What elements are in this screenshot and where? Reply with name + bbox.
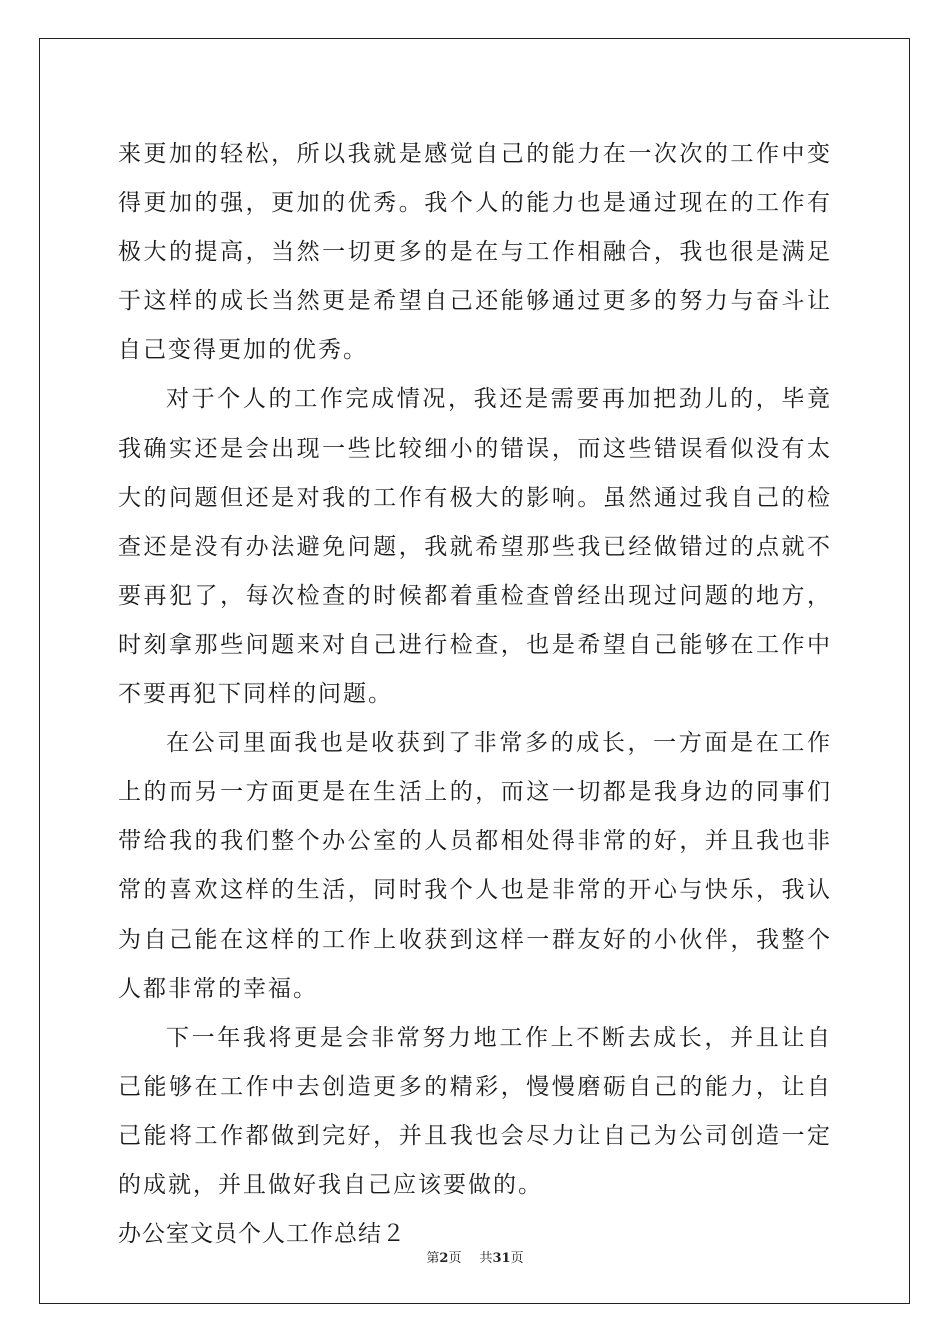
page-total: 31 [492,1251,511,1266]
total-suffix: 页 [510,1251,524,1266]
document-body [118,130,832,1259]
section-heading: 办公室文员个人工作总结２ [118,1221,406,1248]
paragraph-continuation: 来更加的轻松，所以我就是感觉自己的能力在一次次的工作中变得更加的强，更加的优秀。我个人的能力也是通过现在的工作有极大的提高，当然一切更多的是在与工作相融合，我也很是满足于这样的成长当然更是希望自己还能够通过更多的努力与奋斗让自己变得更加的优秀。 [118,141,832,364]
paragraph-next-year: 下一年我将更是会非常努力地工作上不断去成长，并且让自己能够在工作中去创造更多的精彩，慢慢磨砺自己的能力，让自己能将工作都做到完好，并且我也会尽力让自己为公司创造一定的成就，并且做好我自己应该要做的。 [118,1024,832,1198]
paragraph-growth: 在公司里面我也是收获到了非常多的成长，一方面是在工作上的而另一方面更是在生活上的，而这一切都是我身边的同事们带给我的我们整个办公室的人员都相处得非常的好，并且我也非常的喜欢这样的生活，同时我个人也是非常的开心与快乐，我认为自己能在这样的工作上收获到这样一群友好的小伙伴，我整个人都非常的幸福。 [118,730,832,1002]
page-prefix: 第 [426,1251,440,1266]
page-footer [0,1247,950,1266]
page-current: 2 [439,1251,449,1266]
page-suffix: 页 [448,1251,462,1266]
paragraph-work-completion: 对于个人的工作完成情况，我还是需要再加把劲儿的，毕竟我确实还是会出现一些比较细小的错误，而这些错误看似没有太大的问题但还是对我的工作有极大的影响。虽然通过我自己的检查还是没有办法避免问题，我就希望那些我已经做错过的点就不要再犯了，每次检查的时候都着重检查曾经出现过问题的地方，时刻拿那些问题来对自己进行检查，也是希望自己能够在工作中不要再犯下同样的问题。 [118,386,832,708]
total-prefix: 共 [479,1251,493,1266]
